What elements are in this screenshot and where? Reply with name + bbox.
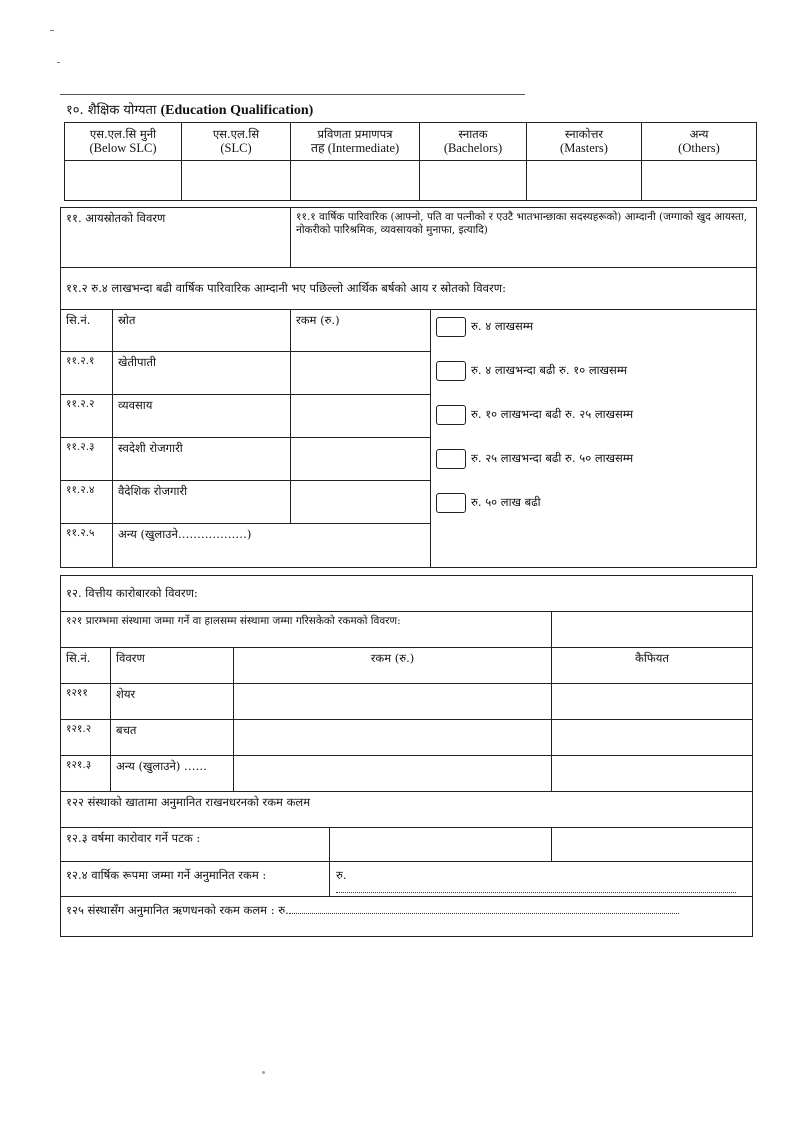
finance-sub5-cell[interactable] xyxy=(61,897,753,937)
income-row-amount[interactable] xyxy=(291,395,431,438)
income-row-sn: ११.२.२ xyxy=(61,395,113,438)
income-row-source: स्वदेशी रोजगारी xyxy=(113,438,291,481)
finance-row-sn: १२१.२ xyxy=(61,720,111,756)
finance-row-details: शेयर xyxy=(111,684,234,720)
income-row-source: खेतीपाती xyxy=(113,352,291,395)
finance-sub3: १२.३ वर्षमा कारोवार गर्ने पटक : xyxy=(61,828,330,861)
checkbox[interactable] xyxy=(436,317,466,337)
income-header-row xyxy=(61,208,757,268)
finance-sub5: १२५ संस्थासँग अनुमानित ऋणधनको रकम कलम : रु. xyxy=(66,903,289,917)
edu-input-slc[interactable] xyxy=(182,161,291,201)
edu-col-intermediate: प्रविणता प्रमाणपत्र तह (Intermediate) xyxy=(291,123,420,161)
finance-col-sn: सि.नं. xyxy=(61,648,111,684)
checkbox[interactable] xyxy=(436,361,466,381)
finance-sub3-value[interactable] xyxy=(330,828,551,861)
education-entry-row xyxy=(65,161,757,201)
edu-input-bachelors[interactable] xyxy=(420,161,527,201)
income-row-source: व्यवसाय xyxy=(113,395,291,438)
income-row-amount[interactable] xyxy=(291,352,431,395)
finance-row-sn: १२१.३ xyxy=(61,756,111,792)
income-col-amount: रकम (रु.) xyxy=(291,310,431,352)
finance-section-title: १२. वित्तीय कारोबारको विवरण: xyxy=(61,576,753,612)
edu-input-masters[interactable] xyxy=(527,161,642,201)
income-section-title: ११. आयस्रोतको विवरण xyxy=(61,208,291,268)
finance-sub3-row xyxy=(61,828,753,862)
income-table xyxy=(60,207,757,568)
finance-col-details: विवरण xyxy=(111,648,234,684)
finance-row-amount[interactable] xyxy=(234,684,552,720)
education-table xyxy=(64,122,757,201)
education-title-en: (Education Qualification) xyxy=(160,103,314,118)
income-row-amount[interactable] xyxy=(291,438,431,481)
finance-sub4-row xyxy=(61,862,753,897)
finance-row-sn: १२११ xyxy=(61,684,111,720)
finance-table xyxy=(60,575,753,937)
finance-col-amount: रकम (रु.) xyxy=(234,648,552,684)
income-col-header-row xyxy=(61,310,757,352)
income-option[interactable]: रु. २५ लाखभन्दा बढी रु. ५० लाखसम्म xyxy=(433,446,754,490)
edu-input-intermediate[interactable] xyxy=(291,161,420,201)
education-title-ne: १०. शैक्षिक योग्यता xyxy=(66,103,157,118)
finance-sub2-row xyxy=(61,792,753,828)
edu-col-masters: स्नाकोत्तर (Masters) xyxy=(527,123,642,161)
income-range-options xyxy=(431,310,757,568)
income-row-sn: ११.२.५ xyxy=(61,524,113,568)
finance-sub2: १२२ संस्थाको खातामा अनुमानित राखनधरनको रकम कलम xyxy=(61,792,753,828)
edu-col-bachelors: स्नातक (Bachelors) xyxy=(420,123,527,161)
finance-row-amount[interactable] xyxy=(234,756,552,792)
finance-sub1-value[interactable] xyxy=(552,612,753,648)
education-section-title xyxy=(66,100,313,119)
checkbox[interactable] xyxy=(436,405,466,425)
income-row-sn: ११.२.१ xyxy=(61,352,113,395)
page-mark xyxy=(57,62,60,63)
income-subheading-row xyxy=(61,268,757,310)
finance-row-details[interactable]: अन्य (खुलाउने) …… xyxy=(111,756,234,792)
income-option[interactable]: रु. १० लाखभन्दा बढी रु. २५ लाखसम्म xyxy=(433,402,754,446)
scan-speck xyxy=(262,1071,265,1074)
edu-col-below-slc: एस.एल.सि मुनी (Below SLC) xyxy=(65,123,182,161)
finance-row-amount[interactable] xyxy=(234,720,552,756)
top-rule xyxy=(60,94,525,95)
income-row-sn: ११.२.४ xyxy=(61,481,113,524)
finance-sub4-value[interactable]: रु. xyxy=(330,862,752,896)
income-col-source: स्रोत xyxy=(113,310,291,352)
finance-sub1: १२१ प्रारम्भमा संस्थामा जम्मा गर्ने वा हालसम्म संस्थामा जम्मा गरिसकेको रकमको विवरण: xyxy=(61,612,552,648)
finance-row xyxy=(61,756,753,792)
income-row-source[interactable]: अन्य (खुलाउने………………) xyxy=(113,524,431,568)
income-row-sn: ११.२.३ xyxy=(61,438,113,481)
finance-sub4-cell xyxy=(61,862,753,897)
page-mark xyxy=(50,30,54,31)
dotted-line xyxy=(289,913,679,914)
income-option[interactable]: रु. ४ लाखसम्म xyxy=(433,314,754,358)
income-option[interactable]: रु. ४ लाखभन्दा बढी रु. १० लाखसम्म xyxy=(433,358,754,402)
dotted-line xyxy=(336,892,736,893)
education-header-row xyxy=(65,123,757,161)
finance-col-remarks: कैफियत xyxy=(552,648,753,684)
income-description: ११.१ वार्षिक पारिवारिक (आफ्नो, पति वा पत्नीको र एउटै भातभान्छाका सदस्यहरूको) आम्दानी (जग्गाको खुद आयस्ता, नोकरीको पारिश्रमिक, व्यवसायको मुनाफा, इत्यादि) xyxy=(291,208,757,268)
checkbox[interactable] xyxy=(436,493,466,513)
finance-row-remarks[interactable] xyxy=(552,756,753,792)
finance-sub1-row xyxy=(61,612,753,648)
finance-row-details: बचत xyxy=(111,720,234,756)
finance-row xyxy=(61,684,753,720)
edu-input-others[interactable] xyxy=(642,161,757,201)
edu-col-slc: एस.एल.सि (SLC) xyxy=(182,123,291,161)
edu-col-others: अन्य (Others) xyxy=(642,123,757,161)
income-row-source: वैदेशिक रोजगारी xyxy=(113,481,291,524)
finance-title-row xyxy=(61,576,753,612)
finance-row xyxy=(61,720,753,756)
income-row-amount[interactable] xyxy=(291,481,431,524)
income-option[interactable]: रु. ५० लाख बढी xyxy=(433,490,754,534)
edu-input-below-slc[interactable] xyxy=(65,161,182,201)
finance-col-header-row xyxy=(61,648,753,684)
finance-row-remarks[interactable] xyxy=(552,684,753,720)
finance-sub3-value-extra[interactable] xyxy=(552,828,753,862)
finance-sub5-row xyxy=(61,897,753,937)
checkbox[interactable] xyxy=(436,449,466,469)
finance-sub3-cell xyxy=(61,828,552,862)
finance-row-remarks[interactable] xyxy=(552,720,753,756)
finance-sub4: १२.४ वार्षिक रूपमा जम्मा गर्ने अनुमानित रकम : xyxy=(61,862,330,896)
income-col-sn: सि.नं. xyxy=(61,310,113,352)
income-subheading: ११.२ रु.४ लाखभन्दा बढी वार्षिक पारिवारिक आम्दानी भए पछिल्लो आर्थिक बर्षको आय र स्रोतको विवरण: xyxy=(61,268,757,310)
